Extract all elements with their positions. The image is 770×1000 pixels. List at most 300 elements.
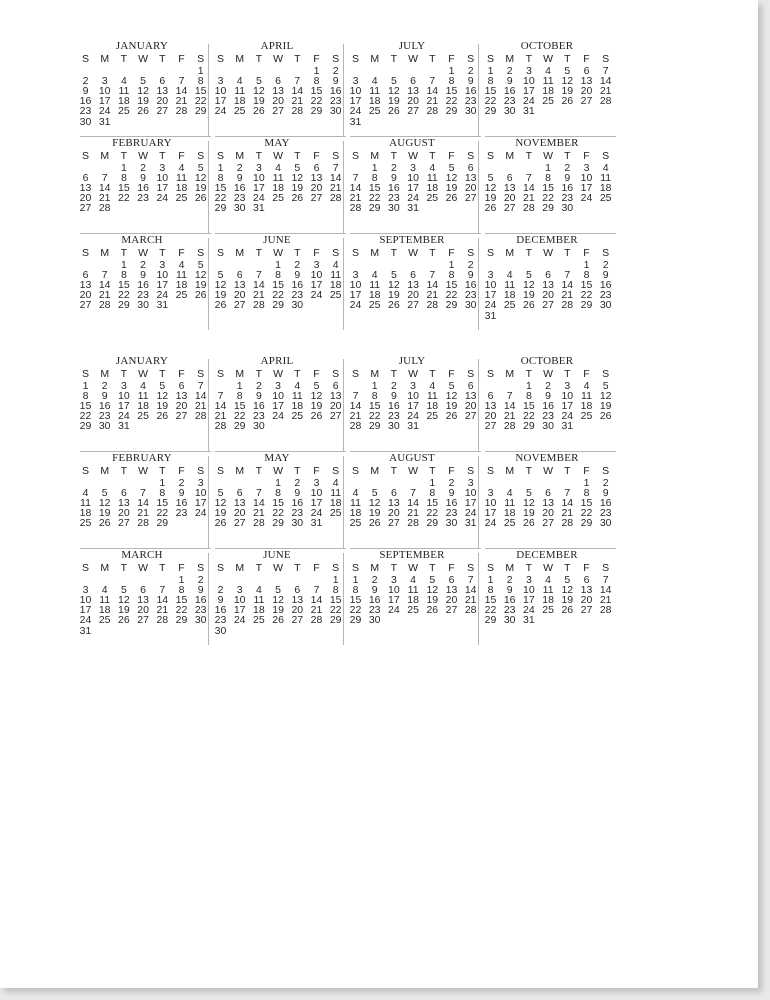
day-number: 24 — [194, 507, 207, 520]
day-number: 23 — [503, 95, 516, 108]
weekday-header: W — [138, 150, 149, 162]
day-number: 1 — [197, 64, 204, 77]
day-number: 20 — [445, 593, 458, 606]
day-number: 19 — [426, 593, 439, 606]
day-number: 26 — [272, 614, 284, 627]
weekday-header: S — [332, 562, 340, 574]
day-number: 22 — [79, 410, 92, 423]
day-number: 22 — [445, 289, 458, 302]
weekday-header: F — [583, 465, 590, 477]
day-number: 19 — [272, 604, 284, 617]
day-number: 27 — [156, 105, 169, 118]
weekday-header: M — [235, 53, 245, 65]
day-number: 12 — [561, 583, 574, 596]
day-number: 15 — [156, 496, 169, 509]
day-number: 22 — [523, 410, 535, 423]
weekday-header: T — [294, 53, 301, 65]
day-number: 19 — [388, 289, 400, 302]
day-number: 25 — [291, 410, 304, 423]
day-number: 21 — [599, 84, 612, 97]
weekday-header: F — [178, 150, 185, 162]
day-number: 20 — [407, 95, 419, 108]
day-number: 11 — [330, 268, 342, 281]
column-divider — [208, 238, 209, 330]
day-number: 17 — [194, 496, 207, 509]
month-name: APRIL — [260, 40, 294, 52]
day-number: 28 — [561, 299, 574, 312]
day-number: 24 — [388, 604, 400, 617]
day-number: 19 — [484, 192, 497, 205]
day-number: 10 — [484, 278, 497, 291]
weekday-header: F — [583, 247, 590, 259]
day-number: 17 — [349, 289, 362, 302]
day-number: 12 — [137, 84, 149, 97]
weekday-header: W — [273, 53, 284, 65]
weekday-header: M — [235, 465, 245, 477]
month-name: JULY — [398, 355, 426, 367]
day-number: 4 — [429, 161, 436, 174]
day-number: 15 — [214, 181, 227, 194]
day-number: 31 — [310, 517, 323, 530]
day-number: 22 — [542, 192, 554, 205]
day-number: 10 — [79, 593, 92, 606]
weekday-header: F — [313, 562, 320, 574]
weekday-header: S — [486, 562, 494, 574]
day-number: 12 — [194, 171, 207, 184]
weekday-header: T — [564, 368, 571, 380]
day-number: 30 — [233, 202, 246, 215]
day-number: 13 — [310, 171, 323, 184]
weekday-header: M — [370, 562, 380, 574]
month-march — [76, 549, 211, 646]
day-number: 16 — [329, 84, 342, 97]
day-number: 6 — [332, 379, 339, 392]
day-number: 18 — [407, 593, 419, 606]
day-number: 24 — [484, 517, 497, 530]
day-number: 20 — [291, 604, 304, 617]
day-number: 30 — [561, 202, 574, 215]
day-number: 29 — [349, 614, 362, 627]
day-number: 20 — [137, 604, 149, 617]
day-number: 8 — [120, 268, 127, 281]
day-number: 29 — [310, 105, 323, 118]
day-number: 15 — [118, 181, 130, 194]
month-june — [211, 549, 346, 646]
month-name: MARCH — [121, 234, 163, 246]
day-number: 24 — [407, 410, 419, 423]
day-number: 16 — [388, 181, 400, 194]
day-number: 8 — [197, 74, 204, 87]
day-number: 3 — [583, 161, 590, 174]
weekday-header: F — [178, 562, 185, 574]
day-number: 12 — [388, 84, 400, 97]
day-number: 7 — [602, 573, 609, 586]
day-number: 26 — [156, 410, 169, 423]
day-number: 21 — [253, 289, 265, 302]
day-number: 14 — [253, 496, 265, 509]
day-number: 29 — [272, 299, 284, 312]
weekday-header: T — [390, 150, 398, 162]
day-number: 15 — [542, 181, 554, 194]
day-number: 2 — [236, 161, 243, 174]
day-number: 23 — [137, 289, 149, 302]
day-number: 4 — [371, 74, 378, 87]
weekday-header: S — [486, 53, 494, 65]
day-number: 12 — [272, 593, 284, 606]
weekday-header: W — [408, 150, 419, 162]
weekday-header: W — [408, 465, 419, 477]
day-number: 24 — [464, 507, 477, 520]
weekday-header: M — [505, 53, 515, 65]
day-number: 1 — [82, 379, 89, 392]
day-number: 22 — [118, 289, 130, 302]
day-number: 28 — [253, 517, 265, 530]
day-number: 5 — [525, 486, 532, 499]
day-number: 21 — [349, 410, 362, 423]
day-number: 12 — [194, 268, 207, 281]
day-number: 30 — [503, 105, 516, 118]
day-number: 6 — [410, 74, 417, 87]
day-number: 4 — [332, 258, 339, 271]
day-number: 8 — [371, 389, 378, 402]
day-number: 17 — [272, 399, 284, 412]
day-number: 13 — [464, 389, 477, 402]
weekday-header: T — [120, 150, 128, 162]
year-block — [76, 40, 616, 336]
day-number: 26 — [194, 192, 207, 205]
weekday-header: T — [429, 562, 436, 574]
day-number: 5 — [564, 64, 571, 77]
weekday-header: T — [525, 562, 533, 574]
weekday-header: M — [100, 562, 110, 574]
day-number: 4 — [294, 379, 301, 392]
day-number: 19 — [214, 507, 227, 520]
day-number: 19 — [445, 181, 458, 194]
day-number: 29 — [233, 420, 246, 433]
day-number: 1 — [429, 476, 436, 489]
day-number: 1 — [371, 379, 378, 392]
weekday-header: W — [138, 247, 149, 259]
day-number: 9 — [140, 268, 147, 281]
day-number: 29 — [156, 517, 169, 530]
day-number: 18 — [599, 181, 612, 194]
day-number: 18 — [542, 84, 554, 97]
day-number: 31 — [156, 299, 169, 312]
weekday-header: S — [602, 368, 610, 380]
day-number: 11 — [542, 74, 554, 87]
day-number: 28 — [464, 604, 477, 617]
weekday-header: T — [390, 247, 398, 259]
day-number: 26 — [388, 105, 400, 118]
day-number: 14 — [214, 399, 227, 412]
day-number: 5 — [120, 583, 127, 596]
day-number: 6 — [82, 268, 89, 281]
weekday-header: S — [216, 150, 224, 162]
day-number: 5 — [313, 379, 320, 392]
day-number: 20 — [580, 84, 593, 97]
weekday-header: M — [235, 368, 245, 380]
day-number: 14 — [523, 181, 535, 194]
day-number: 28 — [561, 517, 574, 530]
day-number: 25 — [503, 299, 516, 312]
month-name: JANUARY — [115, 40, 169, 52]
day-number: 10 — [349, 84, 362, 97]
day-number: 22 — [368, 410, 381, 423]
day-number: 15 — [580, 496, 593, 509]
day-number: 24 — [272, 410, 284, 423]
day-number: 17 — [156, 181, 169, 194]
day-number: 25 — [407, 604, 419, 617]
day-number: 11 — [291, 389, 303, 402]
day-number: 23 — [388, 192, 400, 205]
day-number: 4 — [545, 64, 552, 77]
day-number: 10 — [253, 171, 265, 184]
day-number: 2 — [178, 476, 185, 489]
day-number: 14 — [349, 181, 362, 194]
day-number: 14 — [561, 278, 574, 291]
day-number: 23 — [233, 192, 246, 205]
day-number: 14 — [156, 593, 169, 606]
day-number: 10 — [272, 389, 284, 402]
day-number: 27 — [388, 517, 400, 530]
day-number: 24 — [79, 614, 92, 627]
month-january — [76, 355, 211, 452]
day-number: 18 — [137, 399, 149, 412]
day-number: 7 — [564, 268, 571, 281]
day-number: 16 — [98, 399, 111, 412]
day-number: 22 — [175, 604, 188, 617]
day-number: 8 — [545, 171, 552, 184]
day-number: 19 — [98, 507, 111, 520]
day-number: 14 — [253, 278, 265, 291]
day-number: 4 — [120, 74, 127, 87]
day-number: 6 — [178, 379, 185, 392]
weekday-header: S — [81, 562, 89, 574]
day-number: 26 — [368, 517, 381, 530]
day-number: 6 — [583, 64, 590, 77]
day-number: 9 — [602, 486, 609, 499]
day-number: 15 — [310, 84, 323, 97]
month-december — [481, 549, 616, 646]
day-number: 27 — [175, 410, 188, 423]
day-number: 21 — [523, 192, 535, 205]
weekday-header: F — [448, 53, 455, 65]
day-number: 19 — [599, 399, 612, 412]
day-number: 8 — [313, 74, 320, 87]
day-number: 15 — [349, 593, 362, 606]
column-divider — [478, 44, 479, 136]
day-number: 27 — [79, 202, 92, 215]
day-number: 4 — [429, 379, 436, 392]
day-number: 19 — [523, 507, 535, 520]
day-number: 12 — [156, 389, 169, 402]
weekday-header: T — [120, 247, 128, 259]
day-number: 21 — [291, 95, 304, 108]
day-number: 9 — [178, 486, 185, 499]
day-number: 13 — [580, 583, 593, 596]
day-number: 27 — [407, 105, 419, 118]
day-number: 22 — [445, 95, 458, 108]
day-number: 29 — [368, 202, 381, 215]
day-number: 28 — [426, 105, 439, 118]
day-number: 27 — [272, 105, 284, 118]
day-number: 7 — [525, 171, 532, 184]
day-number: 24 — [310, 289, 323, 302]
weekday-header: S — [351, 465, 359, 477]
day-number: 13 — [580, 74, 593, 87]
day-number: 21 — [137, 507, 149, 520]
weekday-header: S — [467, 368, 475, 380]
day-number: 29 — [484, 105, 497, 118]
day-number: 19 — [561, 84, 574, 97]
day-number: 22 — [580, 507, 593, 520]
day-number: 16 — [137, 181, 149, 194]
day-number: 6 — [467, 161, 474, 174]
day-number: 4 — [506, 268, 513, 281]
day-number: 30 — [137, 299, 149, 312]
weekday-header: T — [255, 53, 263, 65]
day-number: 13 — [329, 389, 342, 402]
day-number: 1 — [217, 161, 224, 174]
day-number: 28 — [137, 517, 149, 530]
day-number: 22 — [310, 95, 323, 108]
weekday-header: W — [408, 562, 419, 574]
weekday-header: W — [543, 150, 554, 162]
day-number: 31 — [79, 624, 92, 637]
day-number: 27 — [580, 604, 593, 617]
day-number: 19 — [561, 593, 574, 606]
day-number: 20 — [156, 95, 169, 108]
day-number: 8 — [236, 389, 243, 402]
day-number: 14 — [310, 593, 323, 606]
day-number: 3 — [352, 268, 359, 281]
day-number: 3 — [275, 379, 282, 392]
day-number: 24 — [484, 299, 497, 312]
day-number: 29 — [445, 105, 458, 118]
day-number: 16 — [503, 84, 516, 97]
day-number: 23 — [79, 105, 92, 118]
day-number: 7 — [255, 268, 262, 281]
weekday-header: T — [159, 247, 166, 259]
day-number: 5 — [159, 379, 166, 392]
day-number: 26 — [310, 410, 323, 423]
weekday-header: T — [159, 150, 166, 162]
weekday-header: S — [81, 465, 89, 477]
day-number: 26 — [445, 410, 458, 423]
day-number: 17 — [310, 278, 323, 291]
weekday-header: W — [273, 368, 284, 380]
day-number: 16 — [599, 496, 612, 509]
day-number: 2 — [294, 258, 301, 271]
day-number: 20 — [79, 289, 92, 302]
day-number: 25 — [349, 517, 362, 530]
column-divider — [208, 44, 209, 136]
day-number: 22 — [329, 604, 342, 617]
day-number: 13 — [137, 593, 149, 606]
day-number: 28 — [98, 299, 111, 312]
day-number: 26 — [523, 517, 535, 530]
day-number: 11 — [600, 171, 612, 184]
day-number: 4 — [332, 476, 339, 489]
day-number: 25 — [175, 289, 188, 302]
day-number: 29 — [175, 614, 188, 627]
day-number: 17 — [484, 507, 497, 520]
day-number: 16 — [175, 496, 188, 509]
day-number: 31 — [484, 309, 497, 322]
day-number: 9 — [448, 486, 455, 499]
day-number: 10 — [156, 171, 169, 184]
day-number: 22 — [484, 604, 497, 617]
day-number: 16 — [233, 181, 246, 194]
day-number: 30 — [599, 299, 612, 312]
day-number: 6 — [487, 389, 494, 402]
day-number: 18 — [503, 507, 516, 520]
day-number: 9 — [390, 171, 397, 184]
day-number: 4 — [275, 161, 282, 174]
day-number: 28 — [175, 105, 188, 118]
day-number: 22 — [368, 192, 381, 205]
day-number: 24 — [156, 289, 169, 302]
day-number: 21 — [329, 181, 342, 194]
day-number: 15 — [523, 399, 535, 412]
day-number: 26 — [599, 410, 612, 423]
month-name: FEBRUARY — [112, 137, 172, 149]
day-number: 17 — [388, 593, 400, 606]
day-number: 30 — [214, 624, 227, 637]
day-number: 8 — [448, 74, 455, 87]
day-number: 14 — [194, 389, 207, 402]
day-number: 23 — [194, 604, 207, 617]
day-number: 16 — [445, 496, 458, 509]
day-number: 29 — [194, 105, 207, 118]
day-number: 6 — [545, 486, 552, 499]
day-number: 12 — [523, 496, 535, 509]
day-number: 29 — [272, 517, 284, 530]
day-number: 21 — [98, 192, 111, 205]
column-divider — [343, 238, 344, 330]
day-number: 1 — [236, 379, 243, 392]
day-number: 25 — [599, 192, 612, 205]
weekday-header: M — [235, 562, 245, 574]
weekday-header: S — [81, 150, 89, 162]
day-number: 10 — [523, 74, 535, 87]
month-name: JANUARY — [115, 355, 169, 367]
day-number: 20 — [503, 192, 516, 205]
day-number: 17 — [523, 84, 535, 97]
month-name: SEPTEMBER — [379, 549, 445, 561]
weekday-header: S — [467, 247, 475, 259]
weekday-header: W — [543, 368, 554, 380]
day-number: 26 — [137, 105, 149, 118]
day-number: 13 — [388, 496, 400, 509]
weekday-header: S — [602, 247, 610, 259]
day-number: 15 — [368, 399, 381, 412]
day-number: 15 — [484, 593, 497, 606]
day-number: 29 — [79, 420, 92, 433]
day-number: 16 — [599, 278, 612, 291]
day-number: 1 — [583, 476, 590, 489]
day-number: 21 — [214, 410, 227, 423]
day-number: 11 — [234, 84, 246, 97]
day-number: 26 — [561, 604, 574, 617]
day-number: 20 — [464, 181, 477, 194]
day-number: 10 — [484, 496, 497, 509]
month-name: FEBRUARY — [112, 452, 172, 464]
day-number: 31 — [523, 614, 535, 627]
weekday-header: F — [583, 150, 590, 162]
day-number: 8 — [583, 486, 590, 499]
day-number: 21 — [426, 289, 439, 302]
